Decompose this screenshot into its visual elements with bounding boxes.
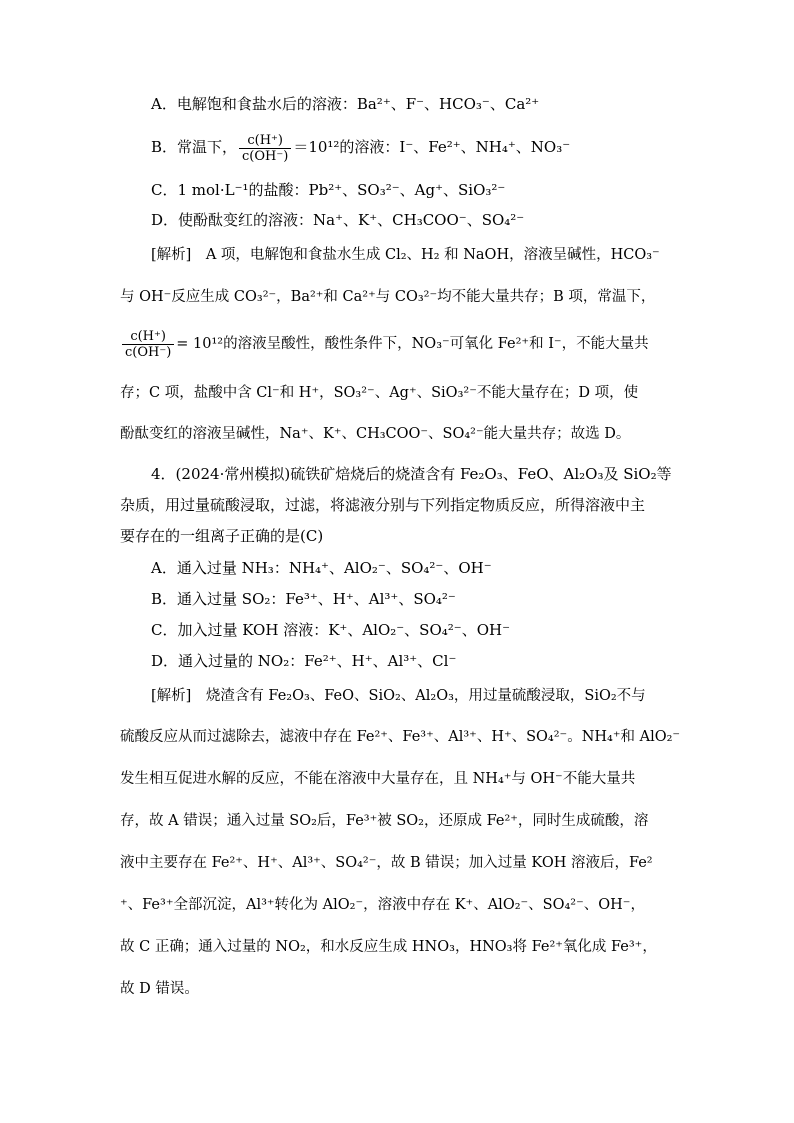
q4-option-c: C．加入过量 KOH 溶液：K⁺、AlO₂⁻、SO₄²⁻、OH⁻ — [151, 621, 510, 639]
analysis-q4-line-5: 液中主要存在 Fe²⁺、H⁺、Al³⁺、SO₄²⁻，故 B 错误；加入过量 KOH 溶液后，Fe² — [120, 855, 653, 871]
fraction-numerator: c(H⁺) — [122, 329, 174, 345]
option-b-prefix: B．常温下， — [151, 138, 238, 156]
q4-option-d: D．通入过量的 NO₂：Fe²⁺、H⁺、Al³⁺、Cl⁻ — [151, 652, 457, 670]
analysis-q3-line-1: [解析] A 项，电解饱和食盐水生成 Cl₂、H₂ 和 NaOH，溶液呈碱性，HCO₃⁻ — [151, 247, 660, 263]
analysis-q4-line-4: 存，故 A 错误；通入过量 SO₂后，Fe³⁺被 SO₂，还原成 Fe²⁺，同时生成硫酸，溶 — [120, 813, 649, 829]
analysis-q3-line-3 — [120, 326, 649, 362]
option-a: A．电解饱和食盐水后的溶液：Ba²⁺、F⁻、HCO₃⁻、Ca²⁺ — [151, 95, 540, 113]
fraction-denominator: c(OH⁻) — [125, 344, 172, 360]
analysis-q4-line-8: 故 D 错误。 — [120, 981, 199, 997]
analysis-fraction — [122, 329, 174, 360]
analysis-q4-line-7: 故 C 正确；通入过量的 NO₂，和水反应生成 HNO₃，HNO₃将 Fe²⁺氧化成 Fe³⁺， — [120, 939, 657, 955]
option-b-fraction — [239, 133, 291, 164]
option-b — [151, 129, 570, 165]
analysis-q3-line-5: 酚酞变红的溶液呈碱性，Na⁺、K⁺、CH₃COO⁻、SO₄²⁻能大量共存；故选 D。 — [120, 426, 631, 442]
analysis-q4-line-2: 硫酸反应从而过滤除去，滤液中存在 Fe²⁺、Fe³⁺、Al³⁺、H⁺、SO₄²⁻。NH₄⁺和 AlO₂⁻ — [120, 729, 681, 745]
option-b-suffix: ＝10¹²的溶液：I⁻、Fe²⁺、NH₄⁺、NO₃⁻ — [293, 138, 571, 156]
analysis-q3-line-2: 与 OH⁻反应生成 CO₃²⁻，Ba²⁺和 Ca²⁺与 CO₃²⁻均不能大量共存；B 项，常温下， — [120, 289, 656, 305]
q4-option-b: B．通入过量 SO₂：Fe³⁺、H⁺、Al³⁺、SO₄²⁻ — [151, 590, 456, 608]
option-c: C．1 mol·L⁻¹的盐酸：Pb²⁺、SO₃²⁻、Ag⁺、SiO₃²⁻ — [151, 181, 506, 199]
analysis-q3-line-4: 存；C 项，盐酸中含 Cl⁻和 H⁺，SO₃²⁻、Ag⁺、SiO₃²⁻不能大量存在；D 项，使 — [120, 385, 639, 401]
analysis-q4-line-6: ⁺、Fe³⁺全部沉淀，Al³⁺转化为 AlO₂⁻，溶液中存在 K⁺、AlO₂⁻、SO₄²⁻、OH⁻， — [120, 897, 645, 913]
question-4-line-2: 杂质，用过量硫酸浸取，过滤，将滤液分别与下列指定物质反应，所得溶液中主 — [120, 496, 646, 514]
fraction-denominator: c(OH⁻) — [242, 148, 289, 164]
question-4-line-1: 4．(2024·常州模拟)硫铁矿焙烧后的烧渣含有 Fe₂O₃、FeO、Al₂O₃及 SiO₂等 — [151, 465, 672, 483]
q4-option-a: A．通入过量 NH₃：NH₄⁺、AlO₂⁻、SO₄²⁻、OH⁻ — [151, 559, 492, 577]
option-d: D．使酚酞变红的溶液：Na⁺、K⁺、CH₃COO⁻、SO₄²⁻ — [151, 211, 525, 229]
analysis-q4-line-3: 发生相互促进水解的反应，不能在溶液中大量存在，且 NH₄⁺与 OH⁻不能大量共 — [120, 771, 636, 787]
analysis-q4-line-1: [解析] 烧渣含有 Fe₂O₃、FeO、SiO₂、Al₂O₃，用过量硫酸浸取，SiO₂不与 — [151, 688, 646, 704]
question-4-line-3: 要存在的一组离子正确的是(C) — [120, 527, 324, 545]
fraction-numerator: c(H⁺) — [239, 133, 291, 149]
analysis-q3-line-3-text: = 10¹²的溶液呈酸性，酸性条件下，NO₃⁻可氧化 Fe²⁺和 I⁻，不能大量共 — [176, 336, 649, 352]
